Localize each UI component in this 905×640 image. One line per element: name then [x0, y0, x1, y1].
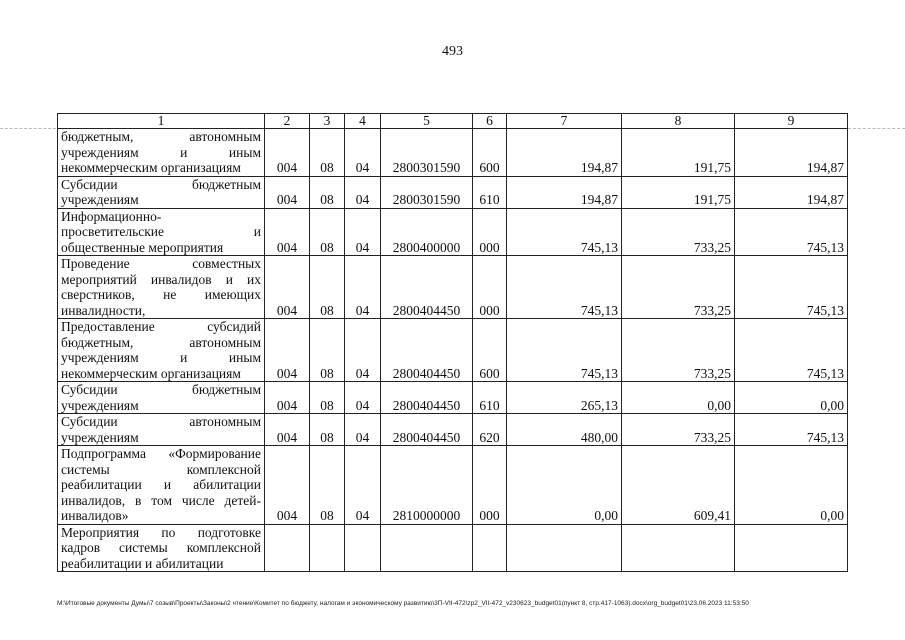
grbs-code-cell [265, 524, 310, 572]
expense-type-code-cell: 600 [473, 319, 507, 382]
expense-type-code-cell: 620 [473, 414, 507, 446]
amount-col8-cell: 609,41 [622, 446, 735, 525]
expense-type-code-cell: 000 [473, 256, 507, 319]
section-code-cell: 08 [310, 256, 345, 319]
amount-col9-cell: 745,13 [735, 319, 848, 382]
table-row [58, 129, 848, 177]
table-row [58, 256, 848, 319]
table-row [58, 446, 848, 525]
amount-col8-cell: 733,25 [622, 414, 735, 446]
row-name-line: бюджетным, автономным [61, 334, 261, 350]
subsection-code-cell: 04 [345, 382, 381, 414]
grbs-code-cell: 004 [265, 208, 310, 256]
amount-col9-cell: 0,00 [735, 446, 848, 525]
amount-col7-cell: 194,87 [507, 129, 622, 177]
table-row [58, 208, 848, 256]
row-name-line: Мероприятия по подготовке [61, 524, 261, 540]
row-name-cell [58, 414, 265, 446]
page-number: 493 [442, 44, 463, 59]
amount-col9-cell [735, 524, 848, 572]
table-row [58, 319, 848, 382]
amount-col9-cell: 745,13 [735, 414, 848, 446]
header-cell-5: 5 [381, 114, 473, 129]
amount-col7-cell: 745,13 [507, 208, 622, 256]
subsection-code-cell: 04 [345, 176, 381, 208]
row-name-cell [58, 382, 265, 414]
row-name-line: инвалидов, в том числе детей- [61, 492, 261, 508]
grbs-code-cell: 004 [265, 382, 310, 414]
target-article-code-cell: 2800404450 [381, 414, 473, 446]
row-name-line: Субсидии бюджетным [61, 382, 261, 397]
amount-col7-cell: 265,13 [507, 382, 622, 414]
section-code-cell: 08 [310, 176, 345, 208]
footer-file-path: M:\Итоговые документы Думы\7 созыв\Проекты\Законы\2 чтение\Комитет по бюджету, налогам и экономическому развитию\3П-VII-472\zp2_VII-472_v230623_budget01(пункт 8, стр.417-1063).docx\org_budget01\23.06.2023 11:53:50 [57, 600, 749, 607]
header-cell-1: 1 [58, 114, 265, 129]
row-name-line: инвалидов» [61, 508, 129, 523]
target-article-code-cell: 2800400000 [381, 208, 473, 256]
row-name-cell [58, 208, 265, 256]
section-code-cell [310, 524, 345, 572]
target-article-code-cell: 2800404450 [381, 319, 473, 382]
row-name-cell [58, 319, 265, 382]
row-name-line: Подпрограмма «Формирование [61, 446, 261, 461]
header-cell-8: 8 [622, 114, 735, 129]
expense-type-code-cell: 610 [473, 176, 507, 208]
row-name-line: сверстников, не имеющих [61, 287, 261, 302]
row-name-cell [58, 176, 265, 208]
section-code-cell: 08 [310, 446, 345, 525]
section-code-cell: 08 [310, 414, 345, 446]
row-name-line: некоммерческим организациям [61, 365, 241, 381]
subsection-code-cell: 04 [345, 129, 381, 177]
header-cell-2: 2 [265, 114, 310, 129]
row-name-line: учреждениям и иным [61, 144, 261, 160]
row-name-cell [58, 256, 265, 319]
amount-col7-cell [507, 524, 622, 572]
amount-col9-cell: 745,13 [735, 208, 848, 256]
row-name-line: системы комплексной [61, 461, 261, 477]
amount-col9-cell: 745,13 [735, 256, 848, 319]
row-name-cell [58, 129, 265, 177]
row-name-line: кадров системы комплексной [61, 540, 261, 555]
row-name-line: Субсидии автономным [61, 414, 261, 429]
amount-col8-cell: 191,75 [622, 129, 735, 177]
subsection-code-cell: 04 [345, 319, 381, 382]
scan-artifact-line-right [848, 128, 905, 129]
section-code-cell: 08 [310, 129, 345, 177]
row-name-line: учреждениям [61, 429, 139, 445]
row-name-line: учреждениям и иным [61, 350, 261, 365]
scan-artifact-line-left [0, 128, 56, 129]
row-name-line: Информационно- [61, 208, 162, 224]
row-name-line: просветительские и [61, 224, 261, 239]
section-code-cell: 08 [310, 319, 345, 382]
table-row [58, 176, 848, 208]
row-name-line: Субсидии бюджетным [61, 176, 261, 192]
amount-col8-cell: 733,25 [622, 256, 735, 319]
amount-col9-cell: 0,00 [735, 382, 848, 414]
row-name-line: общественные мероприятия [61, 239, 224, 255]
grbs-code-cell: 004 [265, 319, 310, 382]
expense-type-code-cell: 610 [473, 382, 507, 414]
table-row [58, 382, 848, 414]
row-name-line: реабилитации и абилитации [61, 477, 261, 492]
amount-col8-cell: 191,75 [622, 176, 735, 208]
subsection-code-cell [345, 524, 381, 572]
row-name-line: Предоставление субсидий [61, 319, 261, 334]
header-cell-4: 4 [345, 114, 381, 129]
amount-col7-cell: 0,00 [507, 446, 622, 525]
expense-type-code-cell: 000 [473, 446, 507, 525]
row-name-line: реабилитации и абилитации [61, 555, 224, 571]
subsection-code-cell: 04 [345, 208, 381, 256]
amount-col7-cell: 194,87 [507, 176, 622, 208]
grbs-code-cell: 004 [265, 129, 310, 177]
table-row [58, 524, 848, 572]
header-cell-3: 3 [310, 114, 345, 129]
row-name-line: некоммерческим организациям [61, 160, 241, 175]
amount-col8-cell: 733,25 [622, 319, 735, 382]
header-cell-6: 6 [473, 114, 507, 129]
target-article-code-cell: 2800404450 [381, 382, 473, 414]
row-name-line: мероприятий инвалидов и их [61, 271, 261, 287]
row-name-line: инвалидности, [61, 302, 146, 318]
row-name-line: учреждениям [61, 192, 139, 207]
amount-col9-cell: 194,87 [735, 176, 848, 208]
grbs-code-cell: 004 [265, 446, 310, 525]
target-article-code-cell: 2810000000 [381, 446, 473, 525]
row-name-line: учреждениям [61, 397, 139, 413]
subsection-code-cell: 04 [345, 256, 381, 319]
amount-col9-cell: 194,87 [735, 129, 848, 177]
amount-col8-cell: 0,00 [622, 382, 735, 414]
grbs-code-cell: 004 [265, 256, 310, 319]
header-cell-7: 7 [507, 114, 622, 129]
subsection-code-cell: 04 [345, 446, 381, 525]
amount-col7-cell: 745,13 [507, 256, 622, 319]
expense-type-code-cell: 600 [473, 129, 507, 177]
header-row [58, 114, 848, 129]
target-article-code-cell: 2800301590 [381, 176, 473, 208]
subsection-code-cell: 04 [345, 414, 381, 446]
section-code-cell: 08 [310, 382, 345, 414]
target-article-code-cell [381, 524, 473, 572]
expense-type-code-cell: 000 [473, 208, 507, 256]
section-code-cell: 08 [310, 208, 345, 256]
budget-table-body [58, 114, 848, 572]
table-row [58, 414, 848, 446]
target-article-code-cell: 2800404450 [381, 256, 473, 319]
row-name-line: Проведение совместных [61, 256, 261, 271]
target-article-code-cell: 2800301590 [381, 129, 473, 177]
grbs-code-cell: 004 [265, 176, 310, 208]
grbs-code-cell: 004 [265, 414, 310, 446]
budget-table [57, 113, 848, 572]
amount-col8-cell: 733,25 [622, 208, 735, 256]
row-name-cell [58, 524, 265, 572]
amount-col8-cell [622, 524, 735, 572]
expense-type-code-cell [473, 524, 507, 572]
amount-col7-cell: 480,00 [507, 414, 622, 446]
row-name-cell [58, 446, 265, 525]
row-name-line: бюджетным, автономным [61, 129, 261, 144]
header-cell-9: 9 [735, 114, 848, 129]
amount-col7-cell: 745,13 [507, 319, 622, 382]
